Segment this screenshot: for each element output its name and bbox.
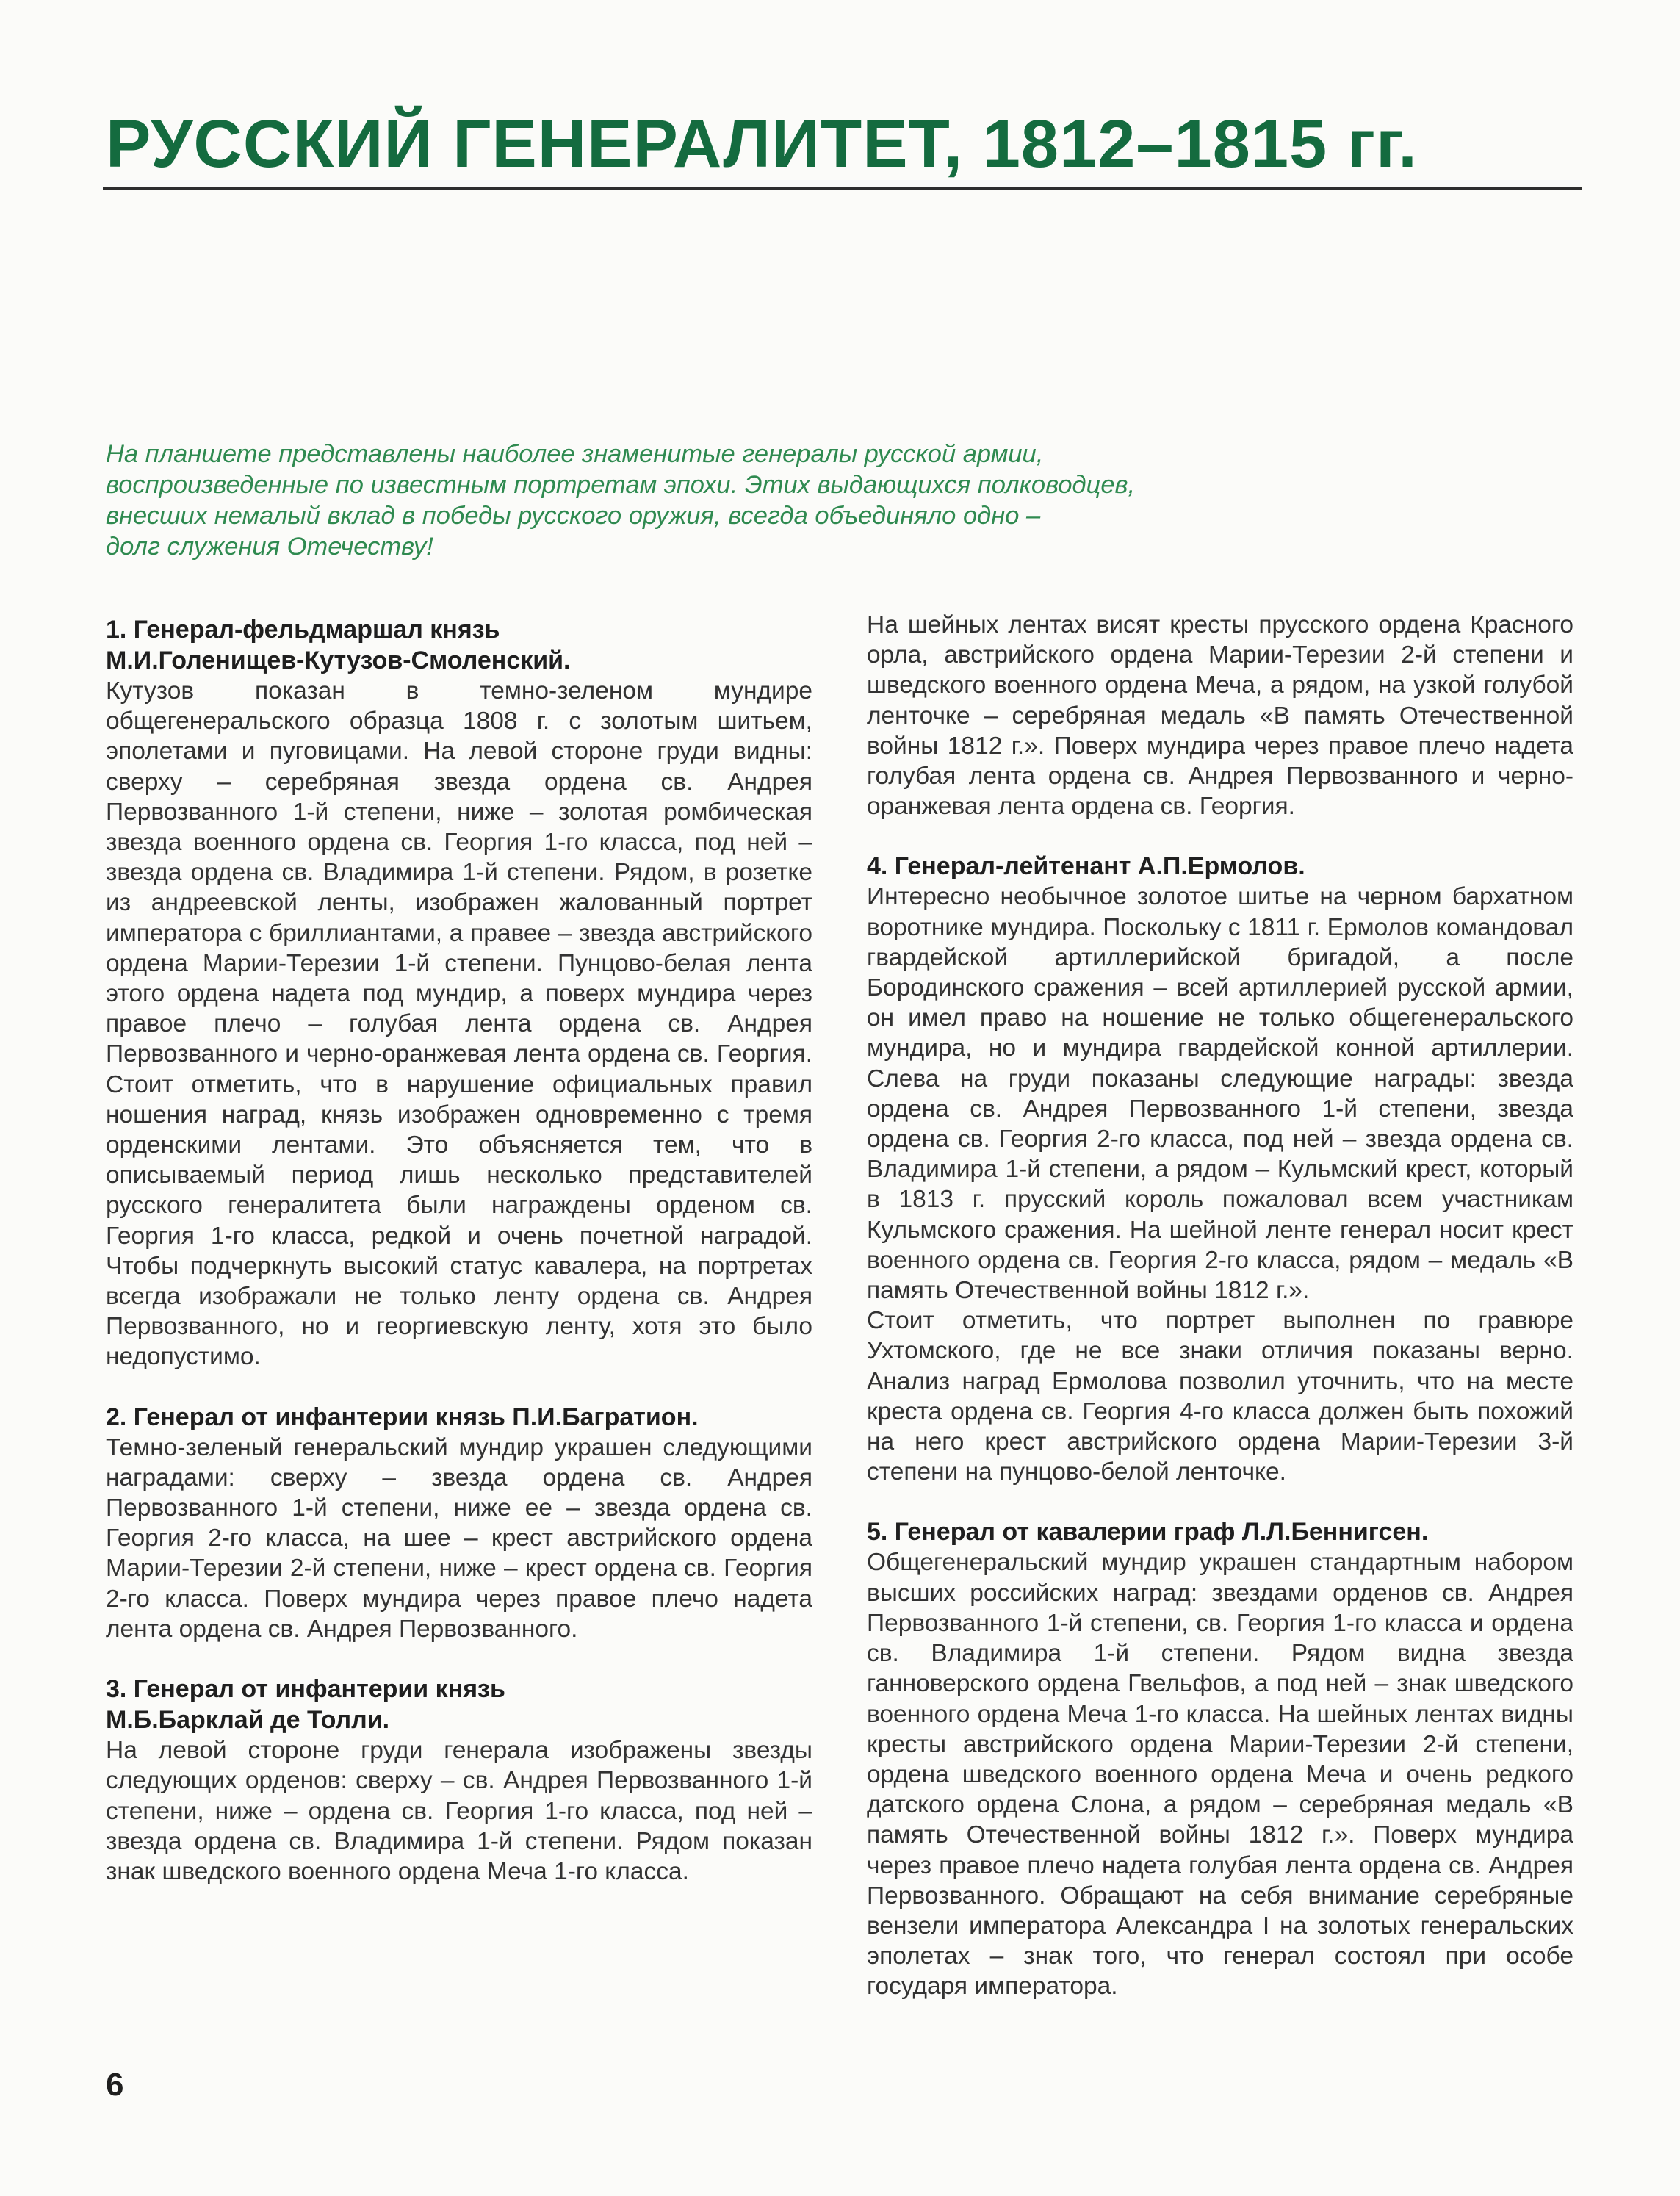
section-body	[106, 676, 812, 1372]
section-kutuzov	[106, 614, 812, 1372]
section-body	[867, 1547, 1573, 2001]
intro-line: долг служения Отечеству!	[106, 533, 433, 561]
page-number: 6	[106, 2067, 124, 2103]
section-heading: 4. Генерал-лейтенант А.П.Ермолов.	[867, 852, 1305, 881]
paragraph: Темно-зеленый генеральский мундир украшен следующими наградами: сверху – звезда ордена св. Андрея Первозванного 1-й степени, ниже ее – звезда ордена св. Георгия 2-го класса, на шее – крест австрийского ордена Марии-Терезии 2-й степени, ниже – крест ордена св. Георгия 2-го класса. Поверх мундира через правое плечо надета лента ордена св. Андрея Первозванного.	[106, 1433, 812, 1643]
page-title: РУССКИЙ ГЕНЕРАЛИТЕТ, 1812–1815 гг.	[106, 107, 1418, 181]
paragraph: Кутузов показан в темно-зеленом мундире общегенеральского образца 1808 г. с золотым шитьем, эполетами и пуговицами. На левой стороне груди видны: сверху – серебряная звезда ордена св. Андрея Первозванного 1-й степени, ниже – золотая ромбическая звезда военного ордена св. Георгия 1-го класса, под ней – звезда ордена св. Владимира 1-й степени. Рядом, в розетке из андреевской ленты, изображен жалованный портрет императора с бриллиантами, а правее – звезда австрийского ордена Марии-Терезии 1-й степени. Пунцово-белая лента этого ордена надета под мундир, а поверх мундира через правое плечо – голубая лента ордена св. Андрея Первозванного и черно-оранжевая лента ордена св. Георгия. Стоит отметить, что в нарушение официальных правил ношения наград, князь изображен одновременно с тремя орденскими лентами. Это объясняется тем, что в описываемый период лишь несколько представителей русского генералитета были награждены орденом св. Георгия 1-го класса, редкой и очень почетной наградой. Чтобы подчеркнуть высокий статус кавалера, на портретах всегда изображали не только ленту ордена св. Андрея Первозванного, но и георгиевскую ленту, хотя это было недопустимо.	[106, 677, 812, 1371]
section-heading: М.Б.Барклай де Толли.	[106, 1706, 390, 1735]
section-body	[106, 1433, 812, 1644]
intro-line: внесших немалый вклад в победы русского оружия, всегда объединяло одно –	[106, 502, 1041, 530]
left-column	[106, 614, 812, 1916]
section-heading: 1. Генерал-фельдмаршал князь	[106, 616, 500, 644]
section-bennigsen	[867, 1516, 1573, 2001]
section-heading: 5. Генерал от кавалерии граф Л.Л.Беннигсен.	[867, 1518, 1429, 1547]
paragraph: На шейных лентах висят кресты прусского ордена Красного орла, австрийского ордена Марии-Терезии 2-й степени и шведского военного ордена Меча, а рядом, на узкой голубой ленточке – серебряная медаль «В память Отечественной войны 1812 г.». Поверх мундира через правое плечо надета голубая лента ордена св. Андрея Первозванного и черно-оранжевая лента ордена св. Георгия.	[867, 611, 1573, 821]
section-body	[867, 882, 1573, 1487]
section-heading: 2. Генерал от инфантерии князь П.И.Багратион.	[106, 1403, 699, 1431]
section-body	[867, 610, 1573, 821]
section-ermolov	[867, 851, 1573, 1487]
intro-text	[106, 439, 1237, 562]
title-rule	[103, 187, 1582, 190]
right-column	[867, 610, 1573, 2031]
paragraph: Интересно необычное золотое шитье на черном бархатном воротнике мундира. Поскольку с 1811 г. Ермолов командовал гвардейской артиллерийской бригадой, а после Бородинского сражения – всей артиллерией русской армии, он имел право на ношение не только общегенеральского мундира, но и мундира гвардейской конной артиллерии. Слева на груди показаны следующие награды: звезда ордена св. Андрея Первозванного 1-й степени, звезда ордена св. Георгия 2-го класса, под ней – звезда ордена св. Владимира 1-й степени, а рядом – Кульмский крест, который в 1813 г. прусский король пожаловал всем участникам Кульмского сражения. На шейной ленте генерал носит крест военного ордена св. Георгия 2-го класса, рядом – медаль «В память Отечественной войны 1812 г.».	[867, 883, 1573, 1305]
paragraph: Стоит отметить, что портрет выполнен по гравюре Ухтомского, где не все знаки отличия показаны верно. Анализ наград Ермолова позволил уточнить, что на месте креста ордена св. Георгия 4-го класса должен быть похожий на него крест австрийского ордена Марии-Терезии 3-й степени на пунцово-белой ленточке.	[867, 1307, 1573, 1486]
section-body	[106, 1735, 812, 1887]
section-barclay	[106, 1674, 812, 1887]
section-heading: 3. Генерал от инфантерии князь	[106, 1675, 505, 1704]
paragraph: На левой стороне груди генерала изображены звезды следующих орденов: сверху – св. Андрея Первозванного 1-й степени, ниже – ордена св. Георгия 1-го класса, под ней – звезда ордена св. Владимира 1-й степени. Рядом показан знак шведского военного ордена Меча 1-го класса.	[106, 1737, 812, 1885]
intro-line: На планшете представлены наиболее знаменитые генералы русской армии,	[106, 440, 1044, 468]
section-bagration	[106, 1402, 812, 1644]
section-barclay-continued	[867, 610, 1573, 821]
intro-line: воспроизведенные по известным портретам эпохи. Этих выдающихся полководцев,	[106, 471, 1136, 499]
paragraph: Общегенеральский мундир украшен стандартным набором высших российских наград: звездами орденов св. Андрея Первозванного 1-й степени, св. Георгия 1-го класса и ордена св. Владимира 1-й степени. Рядом видна звезда ганноверского ордена Гвельфов, а под ней – знак шведского военного ордена Меча 1-го класса. На шейных лентах видны кресты австрийского ордена Марии-Терезии 2-й степени, ордена шведского военного ордена Меча и очень редкого датского ордена Слона, а рядом – серебряная медаль «В память Отечественной войны 1812 г.». Поверх мундира через правое плечо надета голубая лента ордена св. Андрея Первозванного. Обращают на себя внимание серебряные вензели императора Александра I на золотых генеральских эполетах – знак того, что генерал состоял при особе государя императора.	[867, 1549, 1573, 2001]
section-heading: М.И.Голенищев-Кутузов-Смоленский.	[106, 647, 571, 674]
